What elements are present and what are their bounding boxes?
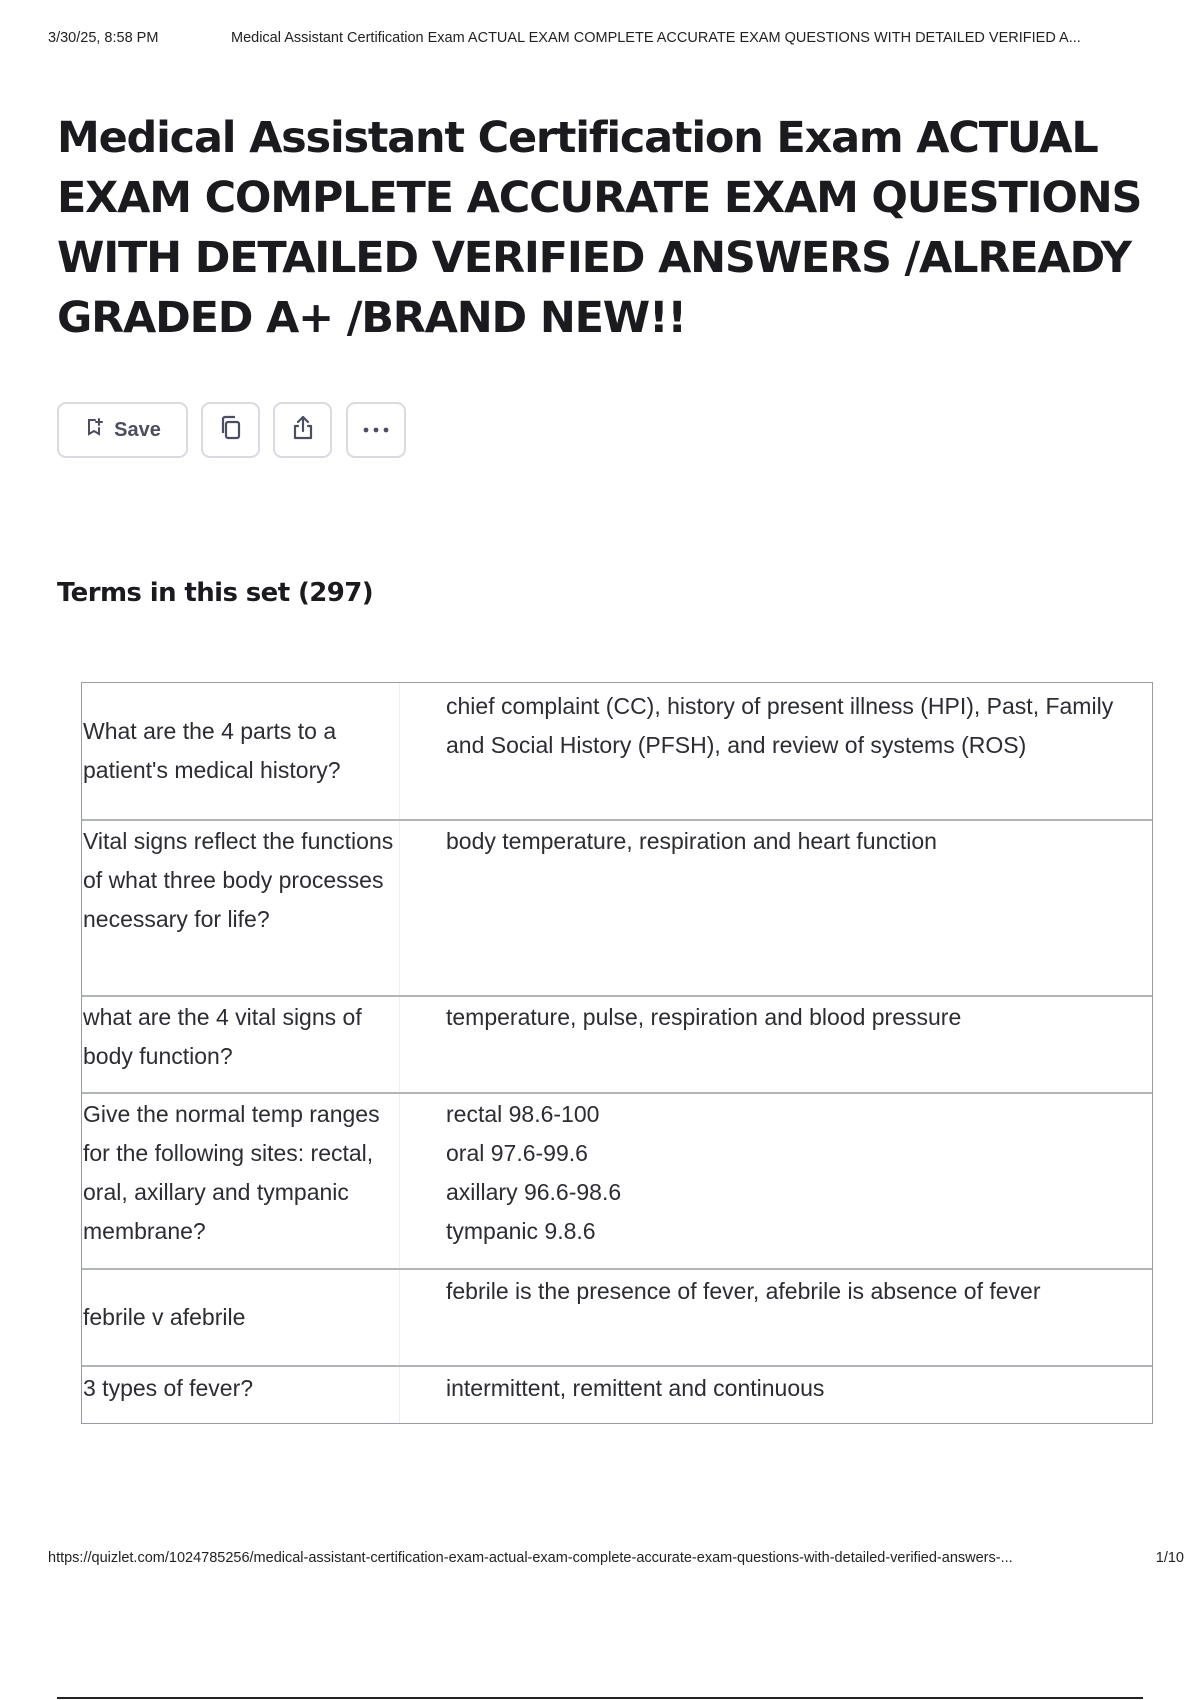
term-text: Vital signs reflect the functions of what three body processes necessary for life? xyxy=(82,821,400,995)
print-url: https://quizlet.com/1024785256/medical-assistant-certification-exam-actual-exam-complete-accurate-exam-questions-with-detailed-verified-answers-... xyxy=(48,1550,1013,1566)
term-text: febrile v afebrile xyxy=(82,1270,400,1365)
page-number: 1/10 xyxy=(1155,1550,1184,1566)
copy-button[interactable] xyxy=(201,402,260,458)
bookmark-add-icon xyxy=(84,417,104,443)
print-header xyxy=(48,30,1178,50)
print-doc-title: Medical Assistant Certification Exam ACTUAL EXAM COMPLETE ACCURATE EXAM QUESTIONS WITH DETAILED VERIFIED A... xyxy=(231,30,1081,46)
term-card xyxy=(82,1268,1152,1365)
term-card xyxy=(82,819,1152,995)
copy-icon xyxy=(218,414,244,447)
definition-text: temperature, pulse, respiration and blood pressure xyxy=(446,1004,962,1030)
term-card xyxy=(82,1092,1152,1268)
term-text: what are the 4 vital signs of body function? xyxy=(82,997,400,1092)
share-button[interactable] xyxy=(273,402,332,458)
term-text: 3 types of fever? xyxy=(82,1367,400,1423)
term-card xyxy=(82,1365,1152,1423)
print-footer xyxy=(48,1550,1184,1570)
definition-text: rectal 98.6-100 oral 97.6-99.6 axillary 96.6-98.6 tympanic 9.8.6 xyxy=(446,1101,622,1244)
save-button[interactable] xyxy=(57,402,188,458)
share-icon xyxy=(290,414,316,447)
more-horizontal-icon xyxy=(362,421,390,439)
page-title: Medical Assistant Certification Exam ACTUAL EXAM COMPLETE ACCURATE EXAM QUESTIONS WITH DETAILED VERIFIED ANSWERS /ALREADY GRADED A+ /BRAND NEW!! xyxy=(57,113,1142,343)
terms-count-heading: Terms in this set (297) xyxy=(57,578,374,608)
definition-text: body temperature, respiration and heart function xyxy=(446,828,937,854)
definition-text: intermittent, remittent and continuous xyxy=(446,1375,825,1401)
save-label: Save xyxy=(114,418,161,441)
print-date: 3/30/25, 8:58 PM xyxy=(48,30,159,46)
term-card xyxy=(82,995,1152,1092)
definition-text: febrile is the presence of fever, afebrile is absence of fever xyxy=(446,1278,1041,1304)
definition-text: chief complaint (CC), history of present illness (HPI), Past, Family and Social History (PFSH), and review of systems (ROS) xyxy=(446,693,1114,758)
more-options-button[interactable] xyxy=(346,402,406,458)
terms-list xyxy=(81,682,1153,1424)
term-text: What are the 4 parts to a patient's medical history? xyxy=(82,683,400,819)
term-text: Give the normal temp ranges for the following sites: rectal, oral, axillary and tympanic membrane? xyxy=(82,1094,400,1268)
term-card xyxy=(82,683,1152,819)
divider xyxy=(57,1697,1143,1699)
